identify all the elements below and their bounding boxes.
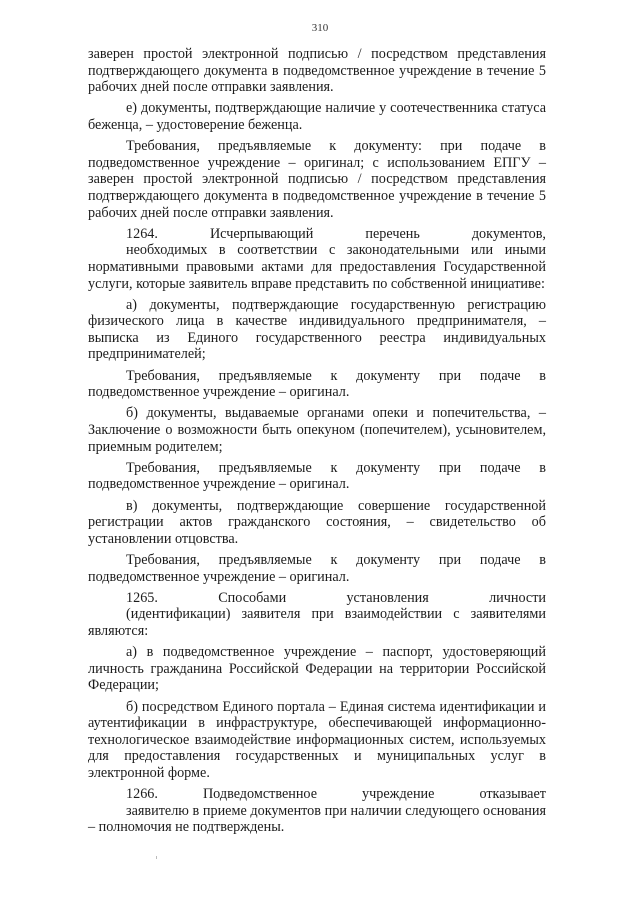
paragraph: Требования, предъявляемые к документу: при подаче в подведомственное учреждение – оригинал; с использованием ЕПГУ – заверен простой электронной подписью / посредством представления подтверждающего документа в подведомственное учреждение в течение 5 рабочих дней после отправки заявления.	[88, 138, 546, 221]
paragraph: е) документы, подтверждающие наличие у соотечественника статуса беженца, – удостоверение беженца.	[88, 100, 546, 133]
heading-word: Способами	[218, 589, 287, 606]
item-number: 1265.	[126, 589, 158, 606]
page-number: 310	[311, 22, 329, 34]
document-body	[88, 46, 546, 840]
paragraph: в) документы, подтверждающие совершение государственной регистрации актов гражданского состояния, – свидетельство об установлении отцовства.	[88, 497, 546, 547]
paragraph: заявителю в приеме документов при наличии следующего основания – полномочия не подтверждены.	[88, 802, 546, 836]
numbered-item-1265	[88, 590, 546, 640]
paragraph: а) в подведомственное учреждение – паспорт, удостоверяющий личность гражданина Российской Федерации на территории Российской Федерации;	[88, 644, 546, 694]
paragraph: (идентификации) заявителя при взаимодействии с заявителями являются:	[88, 606, 546, 639]
paragraph: Требования, предъявляемые к документу при подаче в подведомственное учреждение – оригинал.	[88, 367, 546, 401]
heading-word: Подведомственное	[202, 786, 317, 803]
heading-word: документов,	[471, 225, 546, 242]
heading-word: отказывает	[479, 786, 546, 803]
heading-word: личности	[489, 589, 546, 606]
paragraph: б) документы, выдаваемые органами опеки и попечительства, – Заключение о возможности быть опекуном (попечителем), усыновителем, приемным родителем;	[88, 405, 546, 455]
numbered-item-1266	[88, 786, 546, 836]
item-number: 1266.	[126, 786, 158, 803]
paragraph: заверен простой электронной подписью / посредством представления подтверждающего документа в подведомственное учреждение в течение 5 рабочих дней после отправки заявления.	[88, 46, 546, 96]
numbered-item-heading	[88, 590, 546, 607]
numbered-item-heading	[88, 226, 546, 243]
numbered-item-1264	[88, 226, 546, 292]
scan-speck	[156, 856, 157, 859]
paragraph: а) документы, подтверждающие государственную регистрацию физического лица в качестве индивидуального предпринимателя, – выписка из Единого государственного реестра индивидуальных предпринимателей;	[88, 296, 546, 363]
heading-word: перечень	[365, 225, 420, 242]
paragraph: необходимых в соответствии с законодательными или иными нормативными правовыми актами для предоставления Государственной услуги, которые заявитель вправе представить по собственной инициативе:	[88, 242, 546, 292]
heading-word: учреждение	[362, 786, 435, 803]
paragraph: Требования, предъявляемые к документу при подаче в подведомственное учреждение – оригинал.	[88, 459, 546, 493]
numbered-item-heading	[88, 786, 546, 803]
heading-word: Исчерпывающий	[209, 225, 314, 242]
item-number: 1264.	[126, 225, 158, 242]
heading-word: установления	[346, 589, 429, 606]
paragraph: Требования, предъявляемые к документу при подаче в подведомственное учреждение – оригинал.	[88, 551, 546, 585]
paragraph: б) посредством Единого портала – Единая система идентификации и аутентификации в инфраструктуре, обеспечивающей информационно-технологическое взаимодействие информационных систем, используемых для предоставления государственных и муниципальных услуг в электронной форме.	[88, 698, 546, 781]
